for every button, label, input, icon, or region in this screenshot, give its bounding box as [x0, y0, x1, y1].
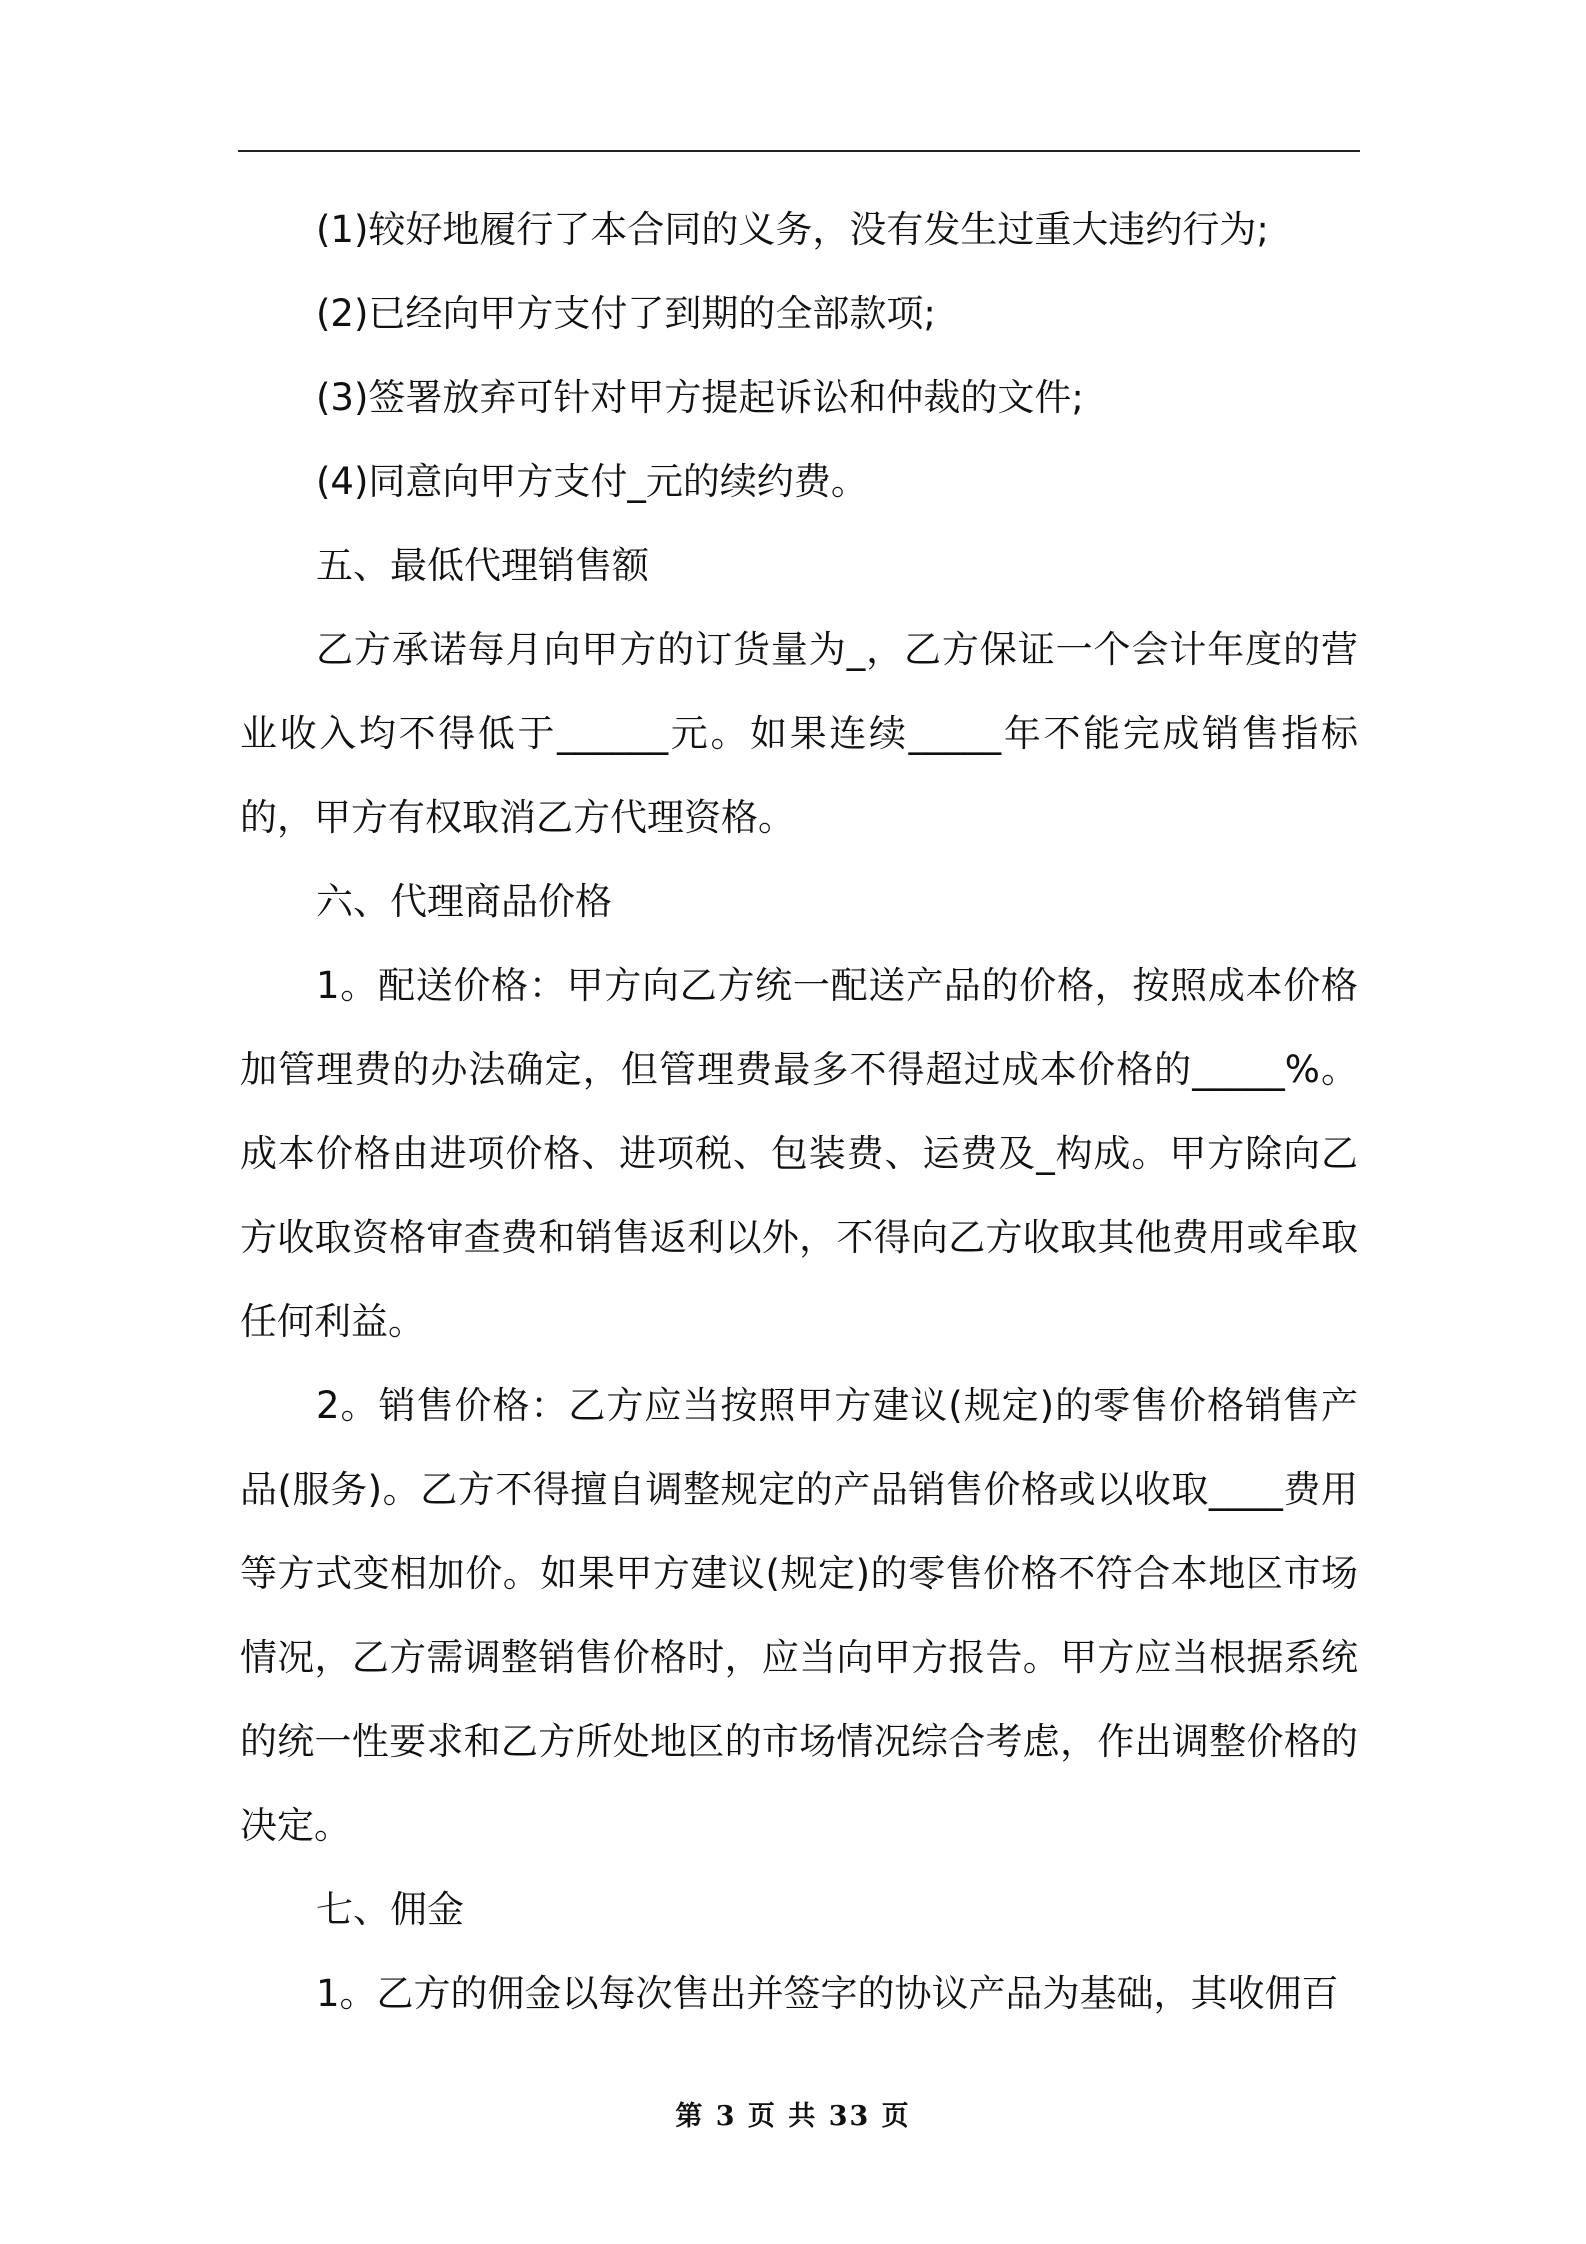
- section-heading-agency-price: 六、代理商品价格: [316, 880, 612, 923]
- paragraph-minimum-sales: 乙方承诺每月向甲方的订货量为_，乙方保证一个会计年度的营业收入均不得低于______元。如果连续_____年不能完成销售指标的，甲方有权取消乙方代理资格。: [240, 628, 1358, 839]
- document-body: [240, 188, 1358, 2036]
- header-rule: [238, 150, 1360, 152]
- section-heading-minimum-sales: 五、最低代理销售额: [316, 544, 649, 587]
- paragraph-sales-price: 2。销售价格：乙方应当按照甲方建议(规定)的零售价格销售产品(服务)。乙方不得擅自调整规定的产品销售价格或以收取____费用等方式变相加价。如果甲方建议(规定)的零售价格不符合本地区市场情况，乙方需调整销售价格时，应当向甲方报告。甲方应当根据系统的统一性要求和乙方所处地区的市场情况综合考虑，作出调整价格的决定。: [240, 1384, 1358, 1847]
- paragraph-delivery-price: 1。配送价格：甲方向乙方统一配送产品的价格，按照成本价格加管理费的办法确定，但管理费最多不得超过成本价格的_____%。成本价格由进项价格、进项税、包装费、运费及_构成。甲方除向乙方收取资格审查费和销售返利以外，不得向乙方收取其他费用或牟取任何利益。: [240, 964, 1358, 1343]
- paragraph-condition-3: (3)签署放弃可针对甲方提起诉讼和仲裁的文件;: [316, 376, 1084, 419]
- paragraph-condition-2: (2)已经向甲方支付了到期的全部款项;: [316, 292, 936, 335]
- section-heading-commission: 七、佣金: [316, 1888, 464, 1931]
- paragraph-commission-basis: 1。乙方的佣金以每次售出并签字的协议产品为基础，其收佣百: [316, 1972, 1339, 2015]
- page-number: 第 3 页 共 33 页: [675, 2101, 911, 2132]
- paragraph-condition-1: (1)较好地履行了本合同的义务，没有发生过重大违约行为;: [316, 208, 1269, 251]
- paragraph-condition-4: (4)同意向甲方支付_元的续约费。: [316, 460, 868, 503]
